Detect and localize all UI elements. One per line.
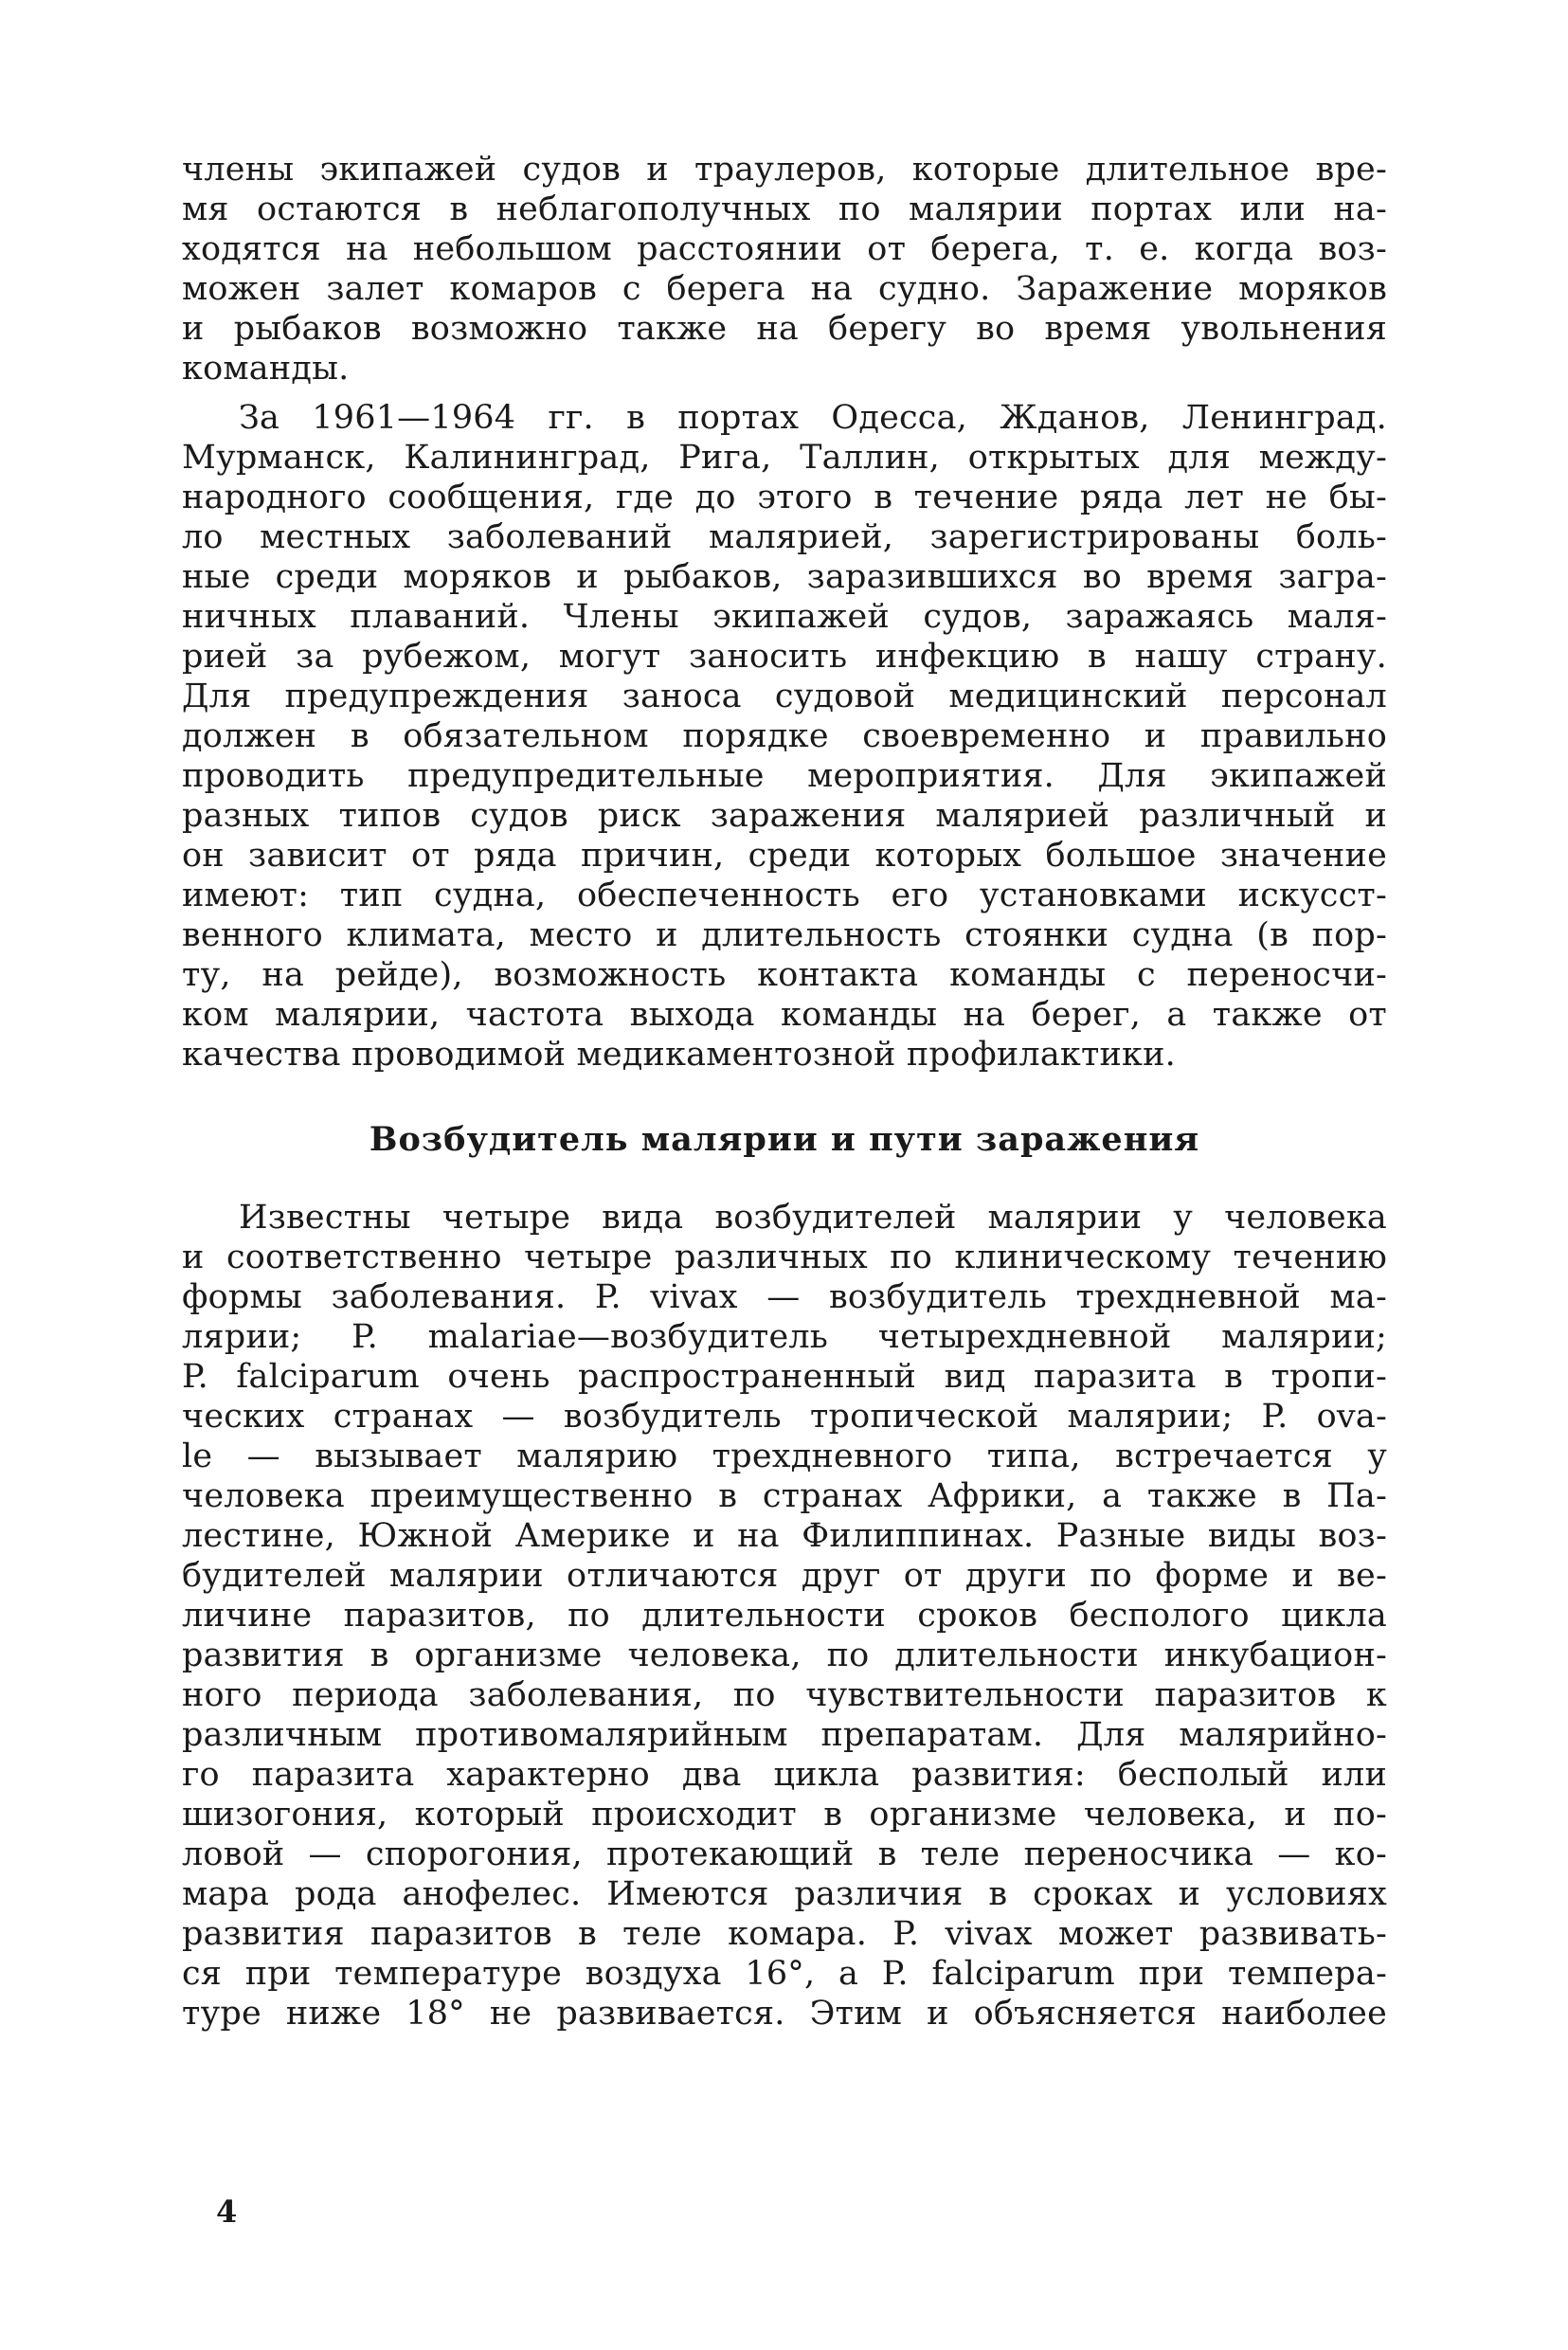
text-line: го паразита характерно два цикла развития: бесполый или: [182, 1756, 1387, 1794]
text-line: le — вызывает малярию трехдневного типа, встречается у: [182, 1437, 1387, 1475]
text-line: ного периода заболевания, по чувствительности паразитов к: [182, 1676, 1387, 1714]
text-line: ничных плаваний. Члены экипажей судов, заражаясь маля-: [182, 598, 1387, 636]
text-line: лярии; P. malariae—возбудитель четырехдневной малярии;: [182, 1318, 1387, 1356]
text-line: будителей малярии отличаются друг от други по форме и ве-: [182, 1557, 1387, 1595]
text-line: ходятся на небольшом расстоянии от берега, т. е. когда воз-: [182, 230, 1387, 268]
text-line: Известны четыре вида возбудителей малярии у человека: [239, 1199, 1387, 1237]
text-line: и рыбаков возможно также на берегу во время увольнения: [182, 310, 1387, 348]
page-number: 4: [216, 2194, 238, 2230]
text-line: венного климата, место и длительность стоянки судна (в пор-: [182, 916, 1387, 954]
text-line: формы заболевания. P. vivax — возбудитель трехдневной ма-: [182, 1278, 1387, 1316]
text-line: лестине, Южной Америке и на Филиппинах. Разные виды воз-: [182, 1517, 1387, 1555]
text-line: рией за рубежом, могут заносить инфекцию в нашу страну.: [182, 638, 1387, 676]
text-line: ся при температуре воздуха 16°, а P. falciparum при темпера-: [182, 1955, 1387, 1993]
text-line: различным противомалярийным препаратам. Для малярийно-: [182, 1716, 1387, 1754]
text-line: личине паразитов, по длительности сроков бесполого цикла: [182, 1597, 1387, 1635]
page-body: [182, 150, 1387, 2034]
text-line: развития в организме человека, по длительности инкубацион-: [182, 1636, 1387, 1674]
text-line: мара рода анофелес. Имеются различия в сроках и условиях: [182, 1875, 1387, 1913]
paragraph-3: [182, 1198, 1387, 2034]
text-line: Мурманск, Калининград, Рига, Таллин, открытых для между-: [182, 439, 1387, 477]
text-line: ные среди моряков и рыбаков, заразившихся во время загра-: [182, 558, 1387, 596]
text-line: народного сообщения, где до этого в течение ряда лет не бы-: [182, 479, 1387, 516]
text-line: должен в обязательном порядке своевременно и правильно: [182, 717, 1387, 755]
text-line: туре ниже 18° не развивается. Этим и объясняется наиболее: [182, 1995, 1387, 2033]
text-line: развития паразитов в теле комара. P. vivax может развивать-: [182, 1915, 1387, 1953]
text-line: ло местных заболеваний малярией, зарегистрированы боль-: [182, 518, 1387, 556]
text-line: он зависит от ряда причин, среди которых большое значение: [182, 837, 1387, 875]
text-line: человека преимущественно в странах Африки, а также в Па-: [182, 1477, 1387, 1515]
section-heading: Возбудитель малярии и пути заражения: [369, 1120, 1200, 1159]
text-line: можен залет комаров с берега на судно. Заражение моряков: [182, 270, 1387, 308]
paragraph-2: [182, 398, 1387, 1075]
text-line: P. falciparum очень распространенный вид паразита в тропи-: [182, 1358, 1387, 1396]
text-line: шизогония, который происходит в организме человека, и по-: [182, 1796, 1387, 1834]
text-line: и соответственно четыре различных по клиническому течению: [182, 1238, 1387, 1276]
text-line: проводить предупредительные мероприятия. Для экипажей: [182, 757, 1387, 795]
text-line: ком малярии, частота выхода команды на берег, а также от: [182, 996, 1387, 1034]
text-line: ловой — спорогония, протекающий в теле переносчика — ко-: [182, 1835, 1387, 1873]
text-line: ту, на рейде), возможность контакта команды с переносчи-: [182, 956, 1387, 994]
text-line: качества проводимой медикаментозной профилактики.: [182, 1036, 1176, 1074]
text-line: мя остаются в неблагополучных по малярии портах или на-: [182, 190, 1387, 228]
text-line: Для предупреждения заноса судовой медицинский персонал: [182, 678, 1387, 715]
text-line: имеют: тип судна, обеспеченность его установками искусст-: [182, 877, 1387, 914]
text-line: За 1961—1964 гг. в портах Одесса, Жданов, Ленинград.: [239, 399, 1387, 437]
text-line: команды.: [182, 350, 350, 388]
text-line: разных типов судов риск заражения малярией различный и: [182, 797, 1387, 835]
text-line: члены экипажей судов и траулеров, которые длительное вре-: [182, 151, 1387, 189]
paragraph-1: [182, 150, 1387, 389]
text-line: ческих странах — возбудитель тропической малярии; P. ova-: [182, 1398, 1387, 1436]
